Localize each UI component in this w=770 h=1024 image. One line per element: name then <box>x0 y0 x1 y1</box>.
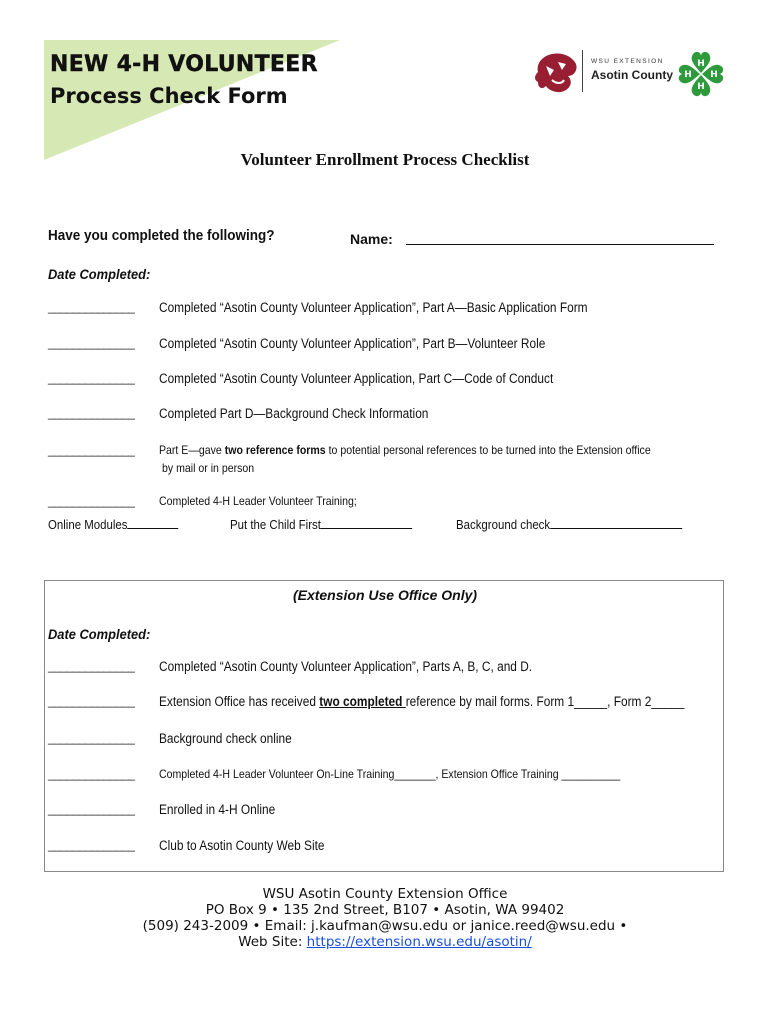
office-text: Background check online <box>159 731 292 746</box>
checklist-text: Completed “Asotin County Volunteer Application, Part C—Code of Conduct <box>159 371 554 386</box>
footer-address: PO Box 9 • 135 2nd Street, B107 • Asotin, WA 99402 <box>205 902 565 918</box>
form-title: NEW 4-H VOLUNTEER <box>50 52 318 77</box>
footer-office-name: WSU Asotin County Extension Office <box>262 886 508 902</box>
logo-area <box>532 46 732 106</box>
date-blank[interactable]: ______________ <box>48 767 135 781</box>
online-modules-item: Online Modules <box>48 517 179 532</box>
put-child-first-item: Put the Child First <box>230 517 412 532</box>
reference-forms-emphasis: two reference forms <box>224 443 326 457</box>
logo-divider <box>582 50 583 92</box>
checklist-row <box>48 443 728 479</box>
name-field[interactable] <box>406 244 714 245</box>
question-text: Have you completed the following? <box>48 227 275 244</box>
checklist-row <box>48 494 728 514</box>
checklist-text-line2: by mail or in person <box>162 461 255 475</box>
office-text: Completed “Asotin County Volunteer Application”, Parts A, B, C, and D. <box>159 659 533 674</box>
office-row <box>48 802 728 822</box>
office-row <box>48 838 728 858</box>
website-link[interactable]: https://extension.wsu.edu/asotin/ <box>306 934 532 950</box>
office-use-title: (Extension Use Office Only) <box>292 587 478 603</box>
date-blank[interactable]: ______________ <box>48 371 135 385</box>
background-check-field[interactable] <box>550 517 682 529</box>
office-text: Completed 4-H Leader Volunteer On-Line Training_______, Extension Office Training __________ <box>159 767 621 781</box>
office-text: Club to Asotin County Web Site <box>159 838 325 853</box>
checklist-text: Completed “Asotin County Volunteer Application”, Part A—Basic Application Form <box>159 300 588 315</box>
footer-contact <box>0 886 770 950</box>
office-text: Enrolled in 4-H Online <box>159 802 276 817</box>
form-subtitle: Process Check Form <box>50 84 288 108</box>
date-blank[interactable]: ______________ <box>48 802 135 816</box>
checklist-text: Part E—gave two reference forms to potential personal references to be turned into the Extension office <box>159 443 651 457</box>
svg-text:H: H <box>697 59 705 69</box>
date-completed-label: Date Completed: <box>48 266 151 282</box>
date-blank[interactable]: ______________ <box>48 694 135 708</box>
4h-clover-icon <box>673 46 729 102</box>
date-blank[interactable]: ______________ <box>48 494 135 508</box>
date-blank[interactable]: ______________ <box>48 731 135 745</box>
office-row <box>48 659 728 679</box>
wsu-cougar-logo-icon <box>532 46 580 96</box>
checklist-heading: Volunteer Enrollment Process Checklist <box>240 150 530 169</box>
logo-extension-text: WSU EXTENSION <box>591 58 664 65</box>
checklist-row <box>48 336 728 356</box>
header-green-band <box>0 0 340 160</box>
date-blank[interactable]: ______________ <box>48 443 135 457</box>
office-use-box <box>44 580 724 872</box>
footer-website: Web Site: https://extension.wsu.edu/asotin/ <box>238 934 532 950</box>
date-blank[interactable]: ______________ <box>48 336 135 350</box>
svg-text:H: H <box>697 82 705 92</box>
office-date-completed-label: Date Completed: <box>48 626 151 642</box>
name-label: Name: <box>350 231 393 247</box>
checklist-text: Completed “Asotin County Volunteer Application”, Part B—Volunteer Role <box>159 336 546 351</box>
put-child-first-field[interactable] <box>321 517 413 529</box>
checklist-row <box>48 300 728 320</box>
logo-county-text: Asotin County <box>591 68 673 82</box>
office-row <box>48 731 728 751</box>
date-blank[interactable]: ______________ <box>48 406 135 420</box>
training-items <box>48 517 738 535</box>
checklist-text: Completed Part D—Background Check Information <box>159 406 429 421</box>
background-check-item: Background check <box>456 517 682 532</box>
date-blank[interactable]: ______________ <box>48 300 135 314</box>
online-modules-field[interactable] <box>127 517 178 529</box>
checklist-row <box>48 371 728 391</box>
office-row <box>48 694 728 714</box>
date-blank[interactable]: ______________ <box>48 838 135 852</box>
office-text: Extension Office has received two completed reference by mail forms. Form 1_____, Form 2_____ <box>159 694 685 709</box>
date-blank[interactable]: ______________ <box>48 659 135 673</box>
footer-phone-email: (509) 243-2009 • Email: j.kaufman@wsu.edu or janice.reed@wsu.edu • <box>142 918 628 934</box>
svg-text:H: H <box>684 70 692 80</box>
svg-text:H: H <box>710 70 718 80</box>
office-row <box>48 767 728 787</box>
checklist-row <box>48 406 728 426</box>
two-completed-emphasis: two completed <box>319 694 406 709</box>
checklist-text: Completed 4-H Leader Volunteer Training; <box>159 494 357 508</box>
